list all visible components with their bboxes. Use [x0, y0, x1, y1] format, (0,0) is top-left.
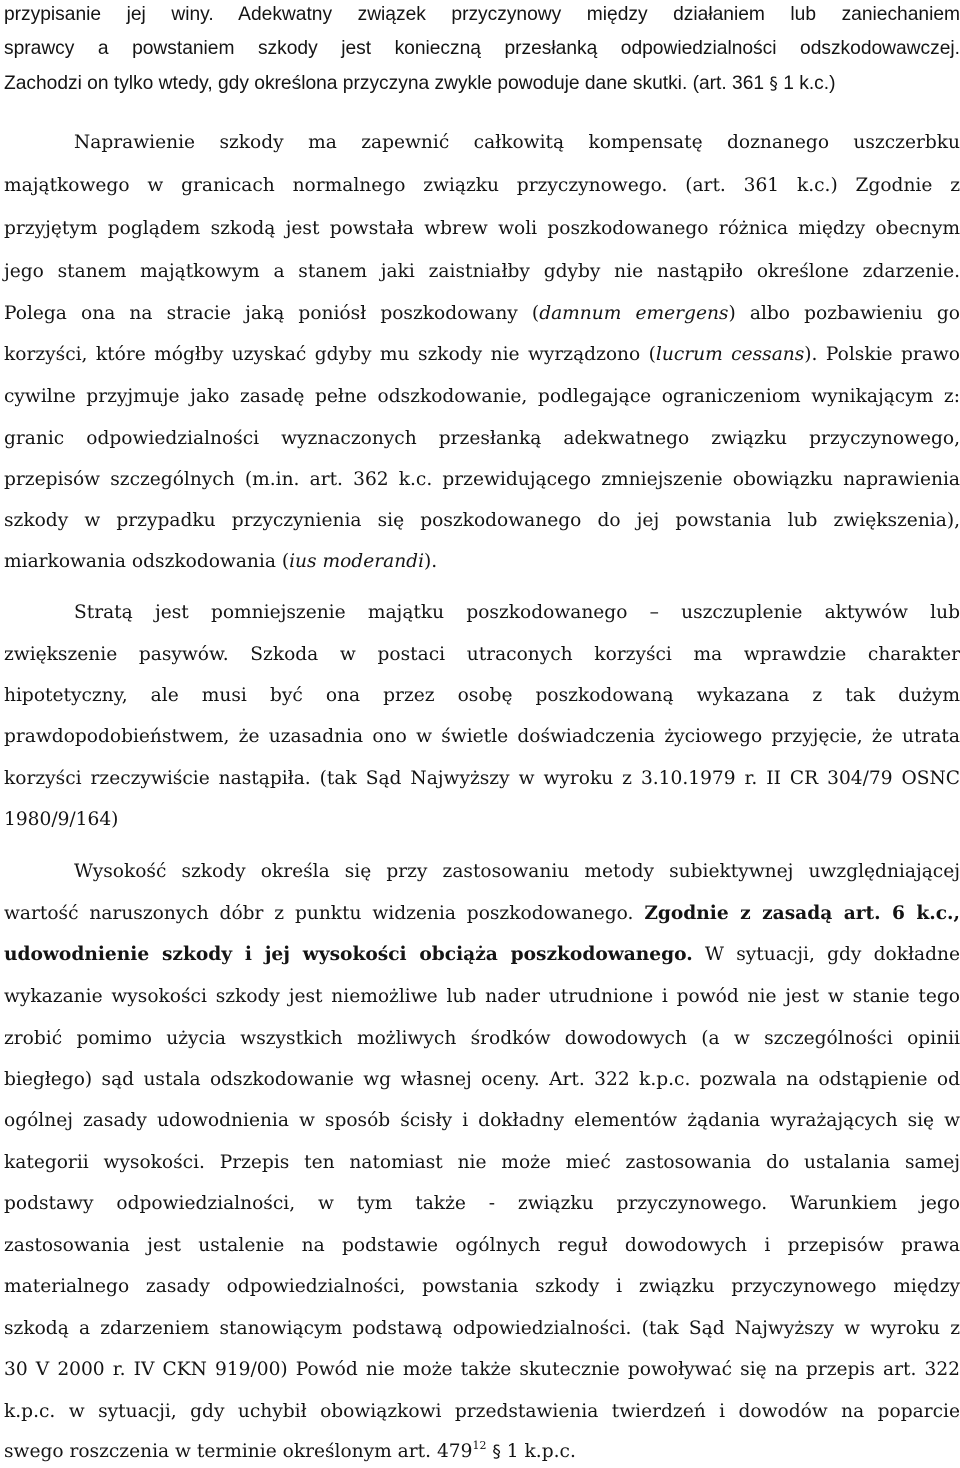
text-span: zwiększenie pasywów. Szkoda w postaci utraconych korzyści ma wprawdzie charakter	[4, 644, 960, 665]
text-span: biegłego) sąd ustala odszkodowanie wg własnej oceny. Art. 322 k.p.c. pozwala na odstąpienie od	[4, 1069, 960, 1090]
text-line	[4, 940, 960, 970]
text-span: Polega ona na stracie jaką poniósł poszkodowany (	[4, 303, 540, 324]
text-span: zrobić pomimo użycia wszystkich możliwych środków dowodowych (a w szczególności opinii	[4, 1028, 960, 1049]
text-line	[4, 899, 960, 929]
text-line	[4, 681, 960, 711]
text-line	[4, 340, 960, 370]
text-span: Naprawienie szkody ma zapewnić całkowitą kompensatę doznanego uszczerbku	[74, 132, 960, 153]
text-span: Stratą jest pomniejszenie majątku poszkodowanego – uszczuplenie aktywów lub	[74, 602, 960, 623]
text-span: ogólnej zasady udowodnienia w sposób ścisły i dokładny elementów żądania wyrażających się w	[4, 1110, 960, 1131]
text-line	[4, 257, 960, 287]
footnote-ref[interactable]: 12	[472, 1439, 487, 1452]
text-line	[4, 547, 960, 577]
text-line	[4, 598, 960, 628]
text-line	[4, 1272, 960, 1302]
text-span: przyjętym poglądem szkodą jest powstała wbrew woli poszkodowanego różnica między obecnym	[4, 218, 960, 239]
text-span: szkody w przypadku przyczynienia się poszkodowanego do jej powstania lub zwiększenia),	[4, 510, 960, 531]
bold-text: udowodnienie szkody i jej wysokości obciąża poszkodowanego.	[4, 944, 693, 965]
text-line	[4, 1231, 960, 1261]
text-span: podstawy odpowiedzialności, w tym także - związku przyczynowego. Warunkiem jego	[4, 1193, 960, 1214]
text-line	[4, 1355, 960, 1385]
text-line	[4, 764, 960, 794]
text-span: przypisanie jej winy. Adekwatny związek przyczynowy między działaniem lub zaniechaniem	[4, 4, 960, 25]
text-line	[4, 640, 960, 670]
text-span: 30 V 2000 r. IV CKN 919/00) Powód nie może także skutecznie powoływać się na przepis art. 322	[4, 1359, 960, 1380]
text-line	[4, 1148, 960, 1178]
text-span: sprawcy a powstaniem szkody jest konieczną przesłanką odpowiedzialności odszkodowawczej.	[4, 38, 960, 59]
text-span: 1 k.p.c.	[506, 1441, 576, 1462]
text-span: materialnego zasady odpowiedzialności, powstania szkody i związku przyczynowego między	[4, 1276, 960, 1297]
text-line	[4, 1397, 960, 1427]
text-line	[4, 1189, 960, 1219]
text-line	[4, 857, 960, 887]
text-line	[4, 424, 960, 454]
latin-term: damnum emergens	[539, 303, 729, 324]
text-span: W sytuacji, gdy dokładne	[692, 944, 960, 965]
text-line	[4, 171, 960, 201]
text-line	[4, 465, 960, 495]
text-span: Wysokość szkody określa się przy zastosowaniu metody subiektywnej uwzględniającej	[74, 861, 960, 882]
text-span: ). Polskie prawo	[804, 344, 960, 365]
section-sign: §	[492, 1442, 501, 1462]
text-span: miarkowania odszkodowania (	[4, 551, 290, 572]
text-line	[4, 299, 960, 329]
text-span: hipotetyczny, ale musi być ona przez osobę poszkodowaną wykazana z tak dużym	[4, 685, 960, 706]
text-span: korzyści, które mógłby uzyskać gdyby mu szkody nie wyrządzono (	[4, 344, 656, 365]
text-span: ).	[424, 551, 438, 572]
text-line	[4, 128, 960, 158]
text-line	[4, 382, 960, 412]
text-line	[4, 805, 960, 835]
text-line	[4, 1314, 960, 1344]
text-span: jego stanem majątkowym a stanem jaki zaistniałby gdyby nie nastąpiło określone zdarzenie.	[4, 261, 960, 282]
text-span: prawdopodobieństwem, że uzasadnia ono w świetle doświadczenia życiowego przyjęcie, że utrata	[4, 726, 960, 747]
text-span: przepisów szczególnych (m.in. art. 362 k.c. przewidującego zmniejszenie obowiązku naprawienia	[4, 469, 960, 490]
text-line	[4, 1437, 960, 1467]
text-span: 1980/9/164)	[4, 809, 119, 830]
text-line	[4, 69, 960, 99]
text-span: ) albo pozbawieniu go	[728, 303, 960, 324]
text-span: zastosowania jest ustalenie na podstawie ogólnych reguł dowodowych i przepisów prawa	[4, 1235, 960, 1256]
text-span: cywilne przyjmuje jako zasadę pełne odszkodowanie, podlegające ograniczeniom wynikającym z:	[4, 386, 960, 407]
text-span: 1 k.c.)	[783, 73, 836, 94]
text-line	[4, 506, 960, 536]
text-span: kategorii wysokości. Przepis ten natomiast nie może mieć zastosowania do ustalania samej	[4, 1152, 960, 1173]
text-span: swego roszczenia w terminie określonym art. 479	[4, 1441, 473, 1462]
text-span: k.p.c. w sytuacji, gdy uchybił obowiązkowi przedstawienia twierdzeń i dowodów na poparcie	[4, 1401, 960, 1422]
latin-term: ius moderandi	[289, 551, 425, 572]
text-span: majątkowego w granicach normalnego związku przyczynowego. (art. 361 k.c.) Zgodnie z	[4, 175, 960, 196]
latin-term: lucrum cessans	[655, 344, 805, 365]
text-span: szkodą a zdarzeniem stanowiącym podstawą odpowiedzialności. (tak Sąd Najwyższy w wyroku z	[4, 1318, 960, 1339]
text-line	[4, 0, 960, 30]
text-line	[4, 214, 960, 244]
text-span: wartość naruszonych dóbr z punktu widzenia poszkodowanego.	[4, 903, 645, 924]
text-line	[4, 1106, 960, 1136]
section-sign: §	[769, 74, 778, 94]
text-span: korzyści rzeczywiście nastąpiła. (tak Sąd Najwyższy w wyroku z 3.10.1979 r. II CR 304/79 OSNC	[4, 768, 960, 789]
text-line	[4, 1065, 960, 1095]
text-line	[4, 982, 960, 1012]
text-line	[4, 34, 960, 64]
text-span: Zachodzi on tylko wtedy, gdy określona przyczyna zwykle powoduje dane skutki. (art. 361	[4, 73, 765, 94]
bold-text: Zgodnie z zasadą art. 6 k.c.,	[644, 903, 960, 924]
text-span: wykazanie wysokości szkody jest niemożliwe lub nader utrudnione i powód nie jest w stanie tego	[4, 986, 960, 1007]
text-span: granic odpowiedzialności wyznaczonych przesłanką adekwatnego związku przyczynowego,	[4, 428, 960, 449]
text-line	[4, 722, 960, 752]
text-line	[4, 1024, 960, 1054]
